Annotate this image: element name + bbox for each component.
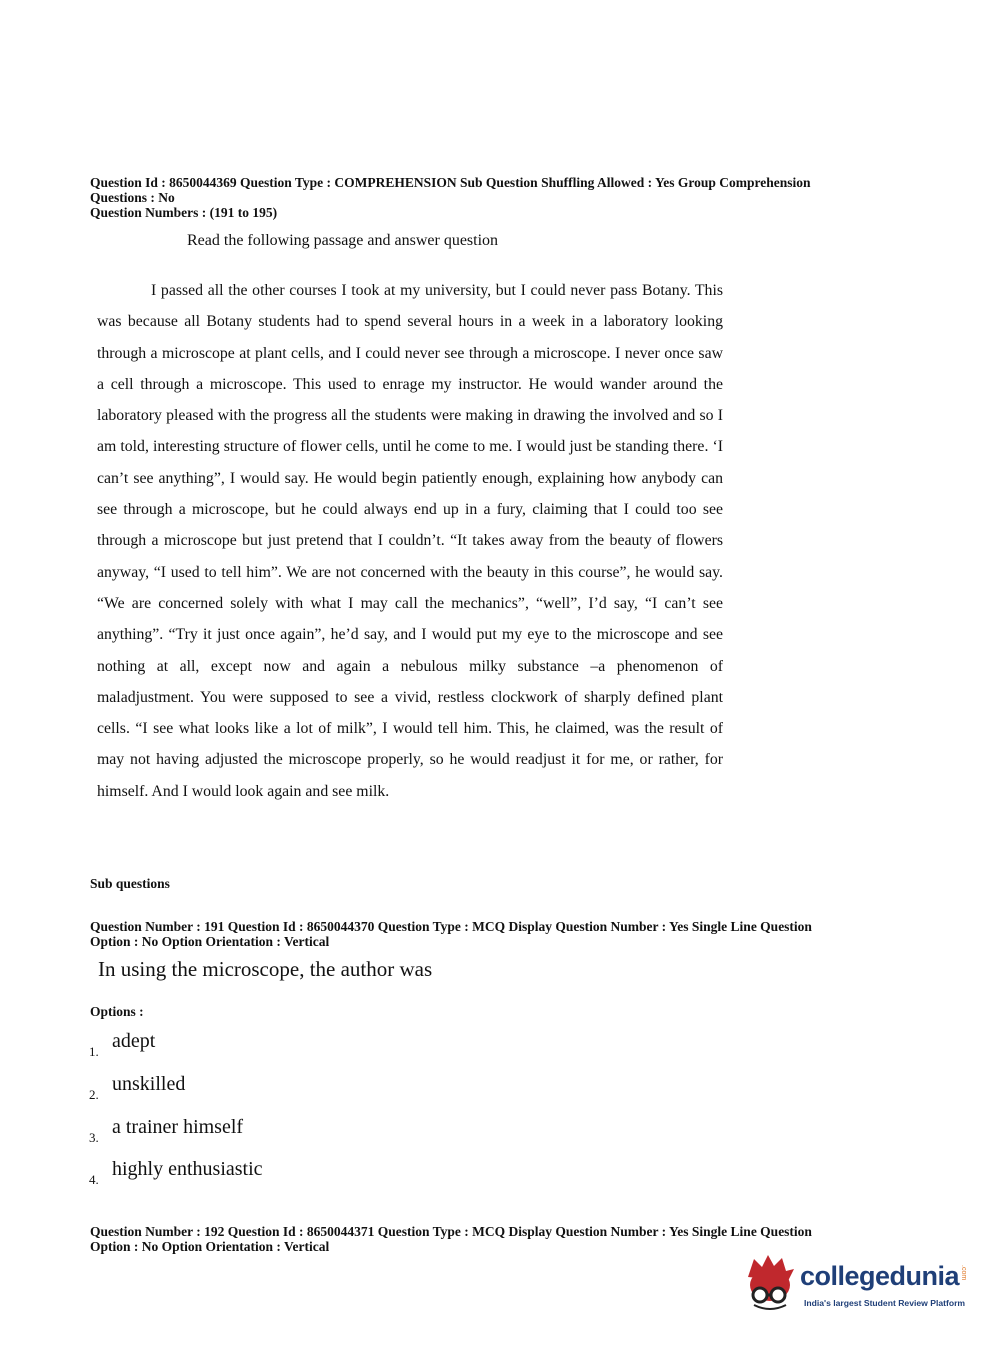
- mascot-icon: [742, 1253, 798, 1315]
- option-1-text: adept: [112, 1030, 156, 1052]
- comprehension-header: [90, 175, 890, 220]
- option-3-number: 3.: [89, 1130, 99, 1145]
- options-label: Options :: [90, 1004, 144, 1019]
- question-191-header-line1: Question Number : 191 Question Id : 8650044370 Question Type : MCQ Display Question Number : Yes Single Line Question: [90, 919, 812, 934]
- option-3[interactable]: [89, 1116, 489, 1146]
- question-192-header: [90, 1224, 890, 1254]
- option-4-number: 4.: [89, 1172, 99, 1187]
- question-191-text: In using the microscope, the author was: [98, 957, 433, 981]
- option-1-number: 1.: [89, 1044, 99, 1059]
- question-191-header-line2: Option : No Option Orientation : Vertical: [90, 934, 330, 949]
- question-191-header: [90, 919, 890, 949]
- comprehension-header-line1: Question Id : 8650044369 Question Type : COMPREHENSION Sub Question Shuffling Allowed : Yes Group Comprehension: [90, 175, 811, 190]
- passage-instruction: Read the following passage and answer question: [187, 232, 499, 249]
- option-3-text: a trainer himself: [112, 1116, 244, 1138]
- option-1[interactable]: [89, 1030, 489, 1060]
- question-numbers: Question Numbers : (191 to 195): [90, 205, 278, 220]
- option-2[interactable]: [89, 1073, 489, 1103]
- question-192-header-line2: Option : No Option Orientation : Vertical: [90, 1239, 330, 1254]
- option-2-text: unskilled: [112, 1073, 186, 1095]
- logo-com-text: .com: [960, 1265, 967, 1281]
- option-4[interactable]: [89, 1158, 489, 1188]
- logo-tagline: India's largest Student Review Platform: [804, 1298, 966, 1308]
- question-192-header-line1: Question Number : 192 Question Id : 8650044371 Question Type : MCQ Display Question Number : Yes Single Line Question: [90, 1224, 812, 1239]
- comprehension-header-line2: Questions : No: [90, 190, 175, 205]
- option-2-number: 2.: [89, 1087, 99, 1102]
- collegedunia-logo: [742, 1253, 970, 1317]
- sub-questions-label: Sub questions: [90, 876, 170, 891]
- passage-text: I passed all the other courses I took at my university, but I could never pass Botany. This was because all Botany students had to spend several hours in a week in a laboratory looking through a microscope at plant cells, and I could never see through a microscope. I never once saw a cell through a microscope. This used to enrage my instructor. He would wander around the laboratory pleased with the progress all the students were making in drawing the involved and so I am told, interesting structure of flower cells, until he come to me. I would just be standing there. ‘I can’t see anything”, I would say. He would begin patiently enough, explaining how anybody can see through a microscope, but he could always end up in a fury, claiming that I could too see through a microscope but just pretend that I couldn’t. “It takes away from the beauty of flowers anyway, “I used to tell him”. We are not concerned with the beauty in this course”, he would say. “We are concerned solely with what I may call the mechanics”, “well”, I’d say, “I can’t see anything”. “Try it just once again”, he’d say, and I would put my eye to the microscope and see nothing at all, except now and again a nebulous milky substance –a phenomenon of maladjustment. You were supposed to see a vivid, restless clockwork of sharply defined plant cells. “I see what looks like a lot of milk”, I would tell him. This, he claimed, was the result of may not having adjusted the microscope properly, so he would readjust it for me, or rather, for himself. And I would look again and see milk.: [97, 282, 723, 800]
- logo-brand-text: collegedunia: [800, 1261, 960, 1291]
- option-4-text: highly enthusiastic: [112, 1158, 263, 1180]
